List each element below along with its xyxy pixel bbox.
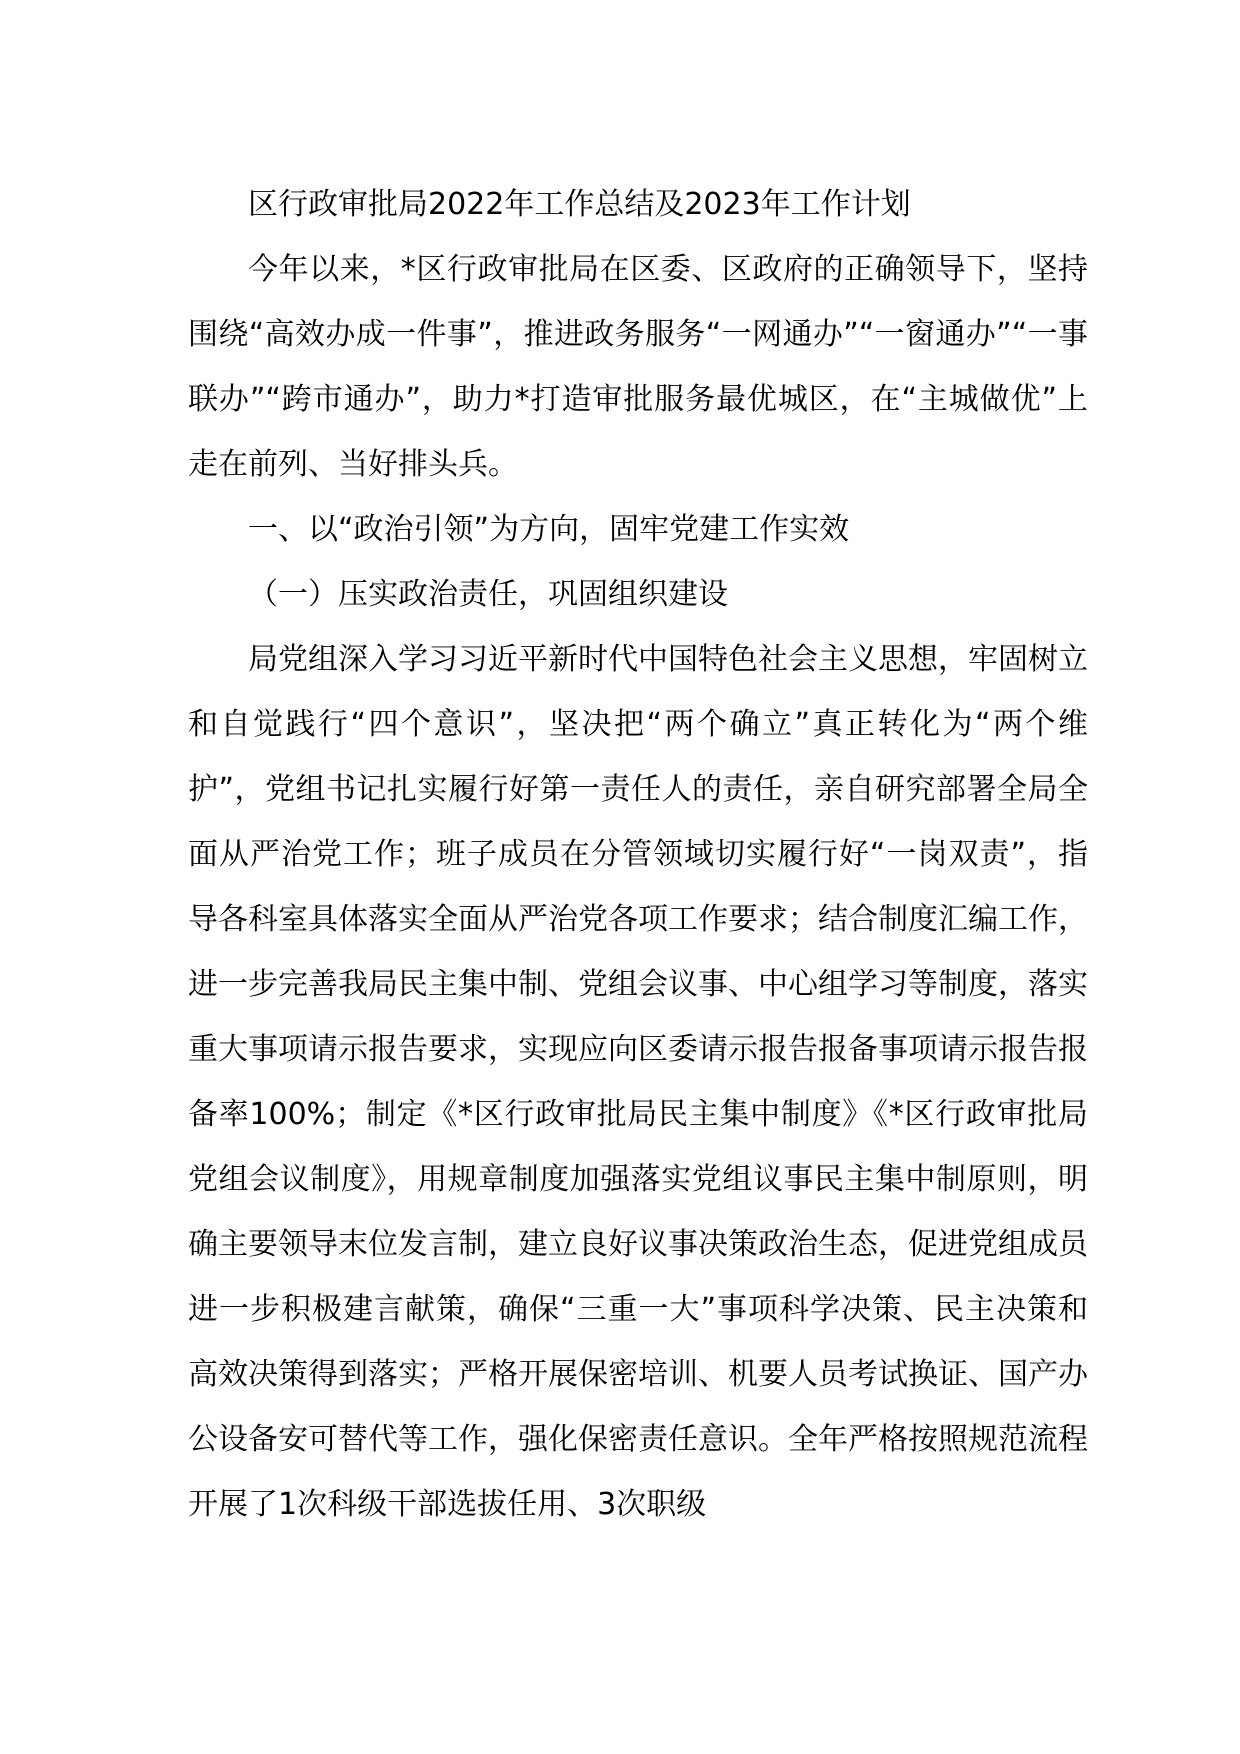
subsection-heading: （一）压实政治责任，巩固组织建设 <box>248 577 728 612</box>
document-title: 区行政审批局2022年工作总结及2023年工作计划 <box>248 187 911 222</box>
body-paragraph: 局党组深入学习习近平新时代中国特色社会主义思想，牢固树立和自觉践行“四个意识”，坚决把“两个确立”真正转化为“两个维护”，党组书记扎实履行好第一责任人的责任，亲自研究部署全局全面从严治党工作；班子成员在分管领域切实履行好“一岗双责”，指导各科室具体落实全面从严治党各项工作要求；结合制度汇编工作，进一步完善我局民主集中制、党组会议事、中心组学习等制度，落实重大事项请示报告要求，实现应向区委请示报告报备事项请示报告报备率100%；制定《*区行政审批局民主集中制度》《*区行政审批局党组会议制度》，用规章制度加强落实党组议事民主集中制原则，明确主要领导末位发言制，建立良好议事决策政治生态，促进党组成员进一步积极建言献策，确保“三重一大”事项科学决策、民主决策和高效决策得到落实；严格开展保密培训、机要人员考试换证、国产办公设备安可替代等工作，强化保密责任意识。全年严格按照规范流程开展了1次科级干部选拔任用、3次职级 <box>188 642 1088 1522</box>
intro-paragraph: 今年以来，*区行政审批局在区委、区政府的正确领导下，坚持围绕“高效办成一件事”，推进政务服务“一网通办”“一窗通办”“一事联办”“跨市通办”，助力*打造审批服务最优城区，在“主城做优”上走在前列、当好排头兵。 <box>188 252 1088 482</box>
document-body <box>188 172 1088 1537</box>
section-heading: 一、以“政治引领”为方向，固牢党建工作实效 <box>248 512 850 547</box>
